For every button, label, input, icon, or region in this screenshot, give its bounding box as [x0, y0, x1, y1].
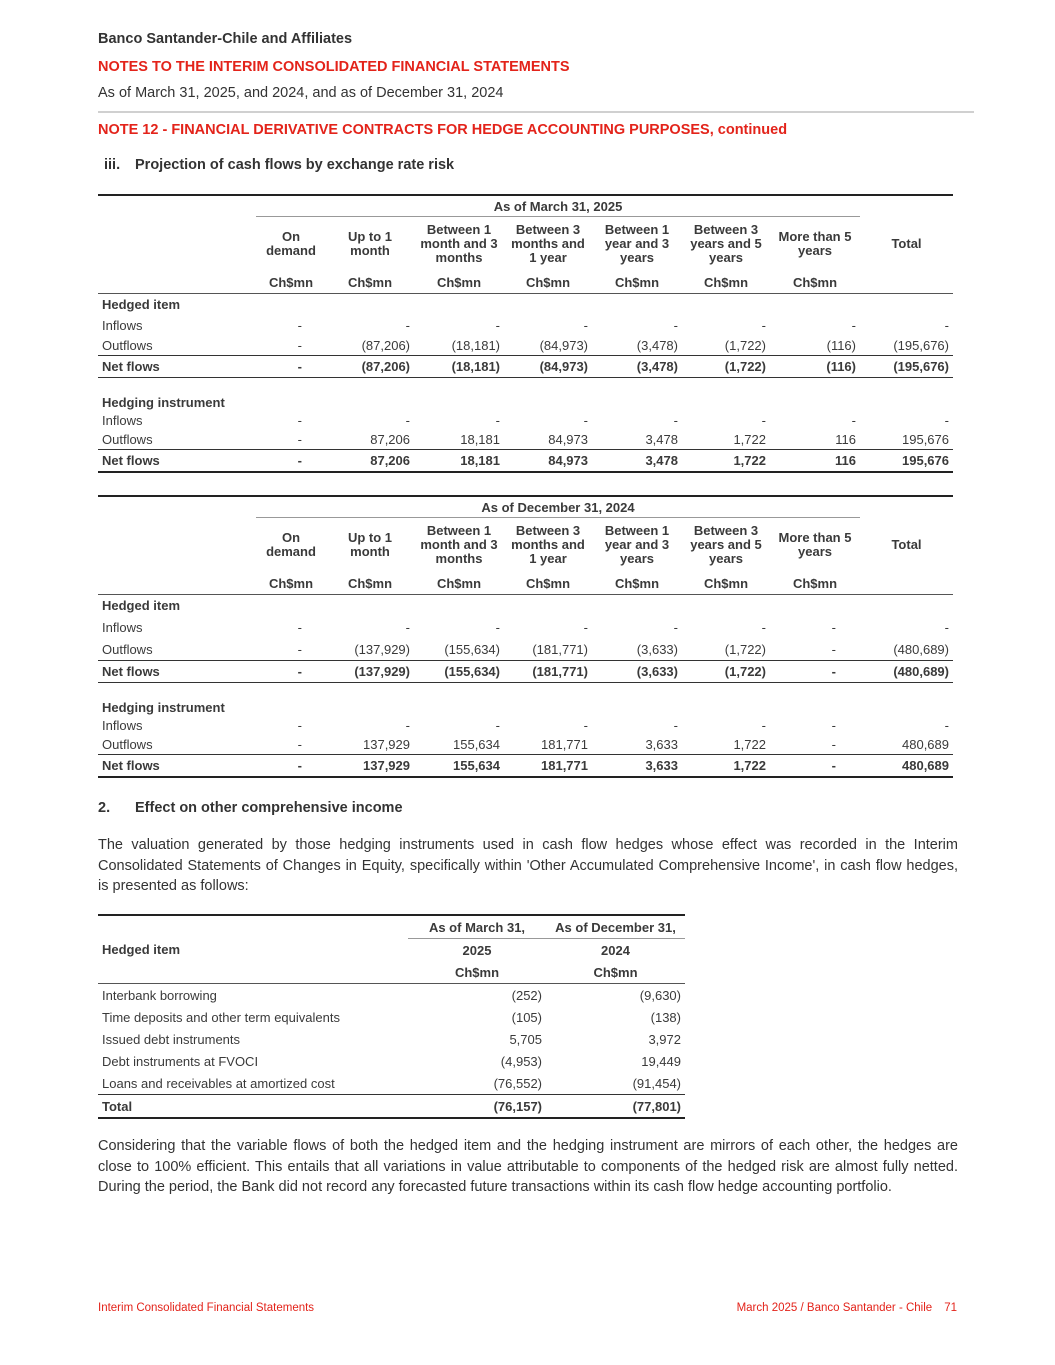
col-march-2025-year: 2025 [462, 942, 492, 958]
unit-label: Ch$mn [504, 271, 592, 294]
hedged-item-label: Hedged item [102, 297, 181, 313]
unit-label: Ch$mn [326, 271, 414, 294]
table-row: Debt instruments at FVOCI (4,953) 19,449 [102, 1053, 681, 1069]
net-flows-row: Net flows - (137,929) (155,634) (181,771) (3,633) (1,722) - (480,689) [98, 661, 953, 683]
unit-label: Ch$mn [454, 964, 500, 980]
unit-label: Ch$mn [682, 271, 770, 294]
footer-right-text: March 2025 / Banco Santander - Chile [736, 1302, 933, 1314]
footer-right [737, 1302, 957, 1314]
oci-table [98, 914, 685, 1119]
section-text: Effect on other comprehensive income [135, 800, 403, 816]
period-header: As of March 31, 2025 [256, 196, 860, 217]
col-3-5-years: Between 3 years and 5 years [690, 222, 762, 265]
col-1-3-months: Between 1 month and 3 months [420, 523, 498, 566]
hedged-item-header: Hedged item [102, 942, 181, 957]
section-2-title [98, 800, 403, 816]
unit-label: Ch$mn [592, 572, 682, 595]
col-on-demand: On demand [266, 229, 316, 258]
unit-label: Ch$mn [256, 572, 326, 595]
table-row: Inflows - - - - - - - - [102, 413, 949, 428]
table-row: Outflows - 137,929 155,634 181,771 3,633 1,722 - 480,689 [102, 736, 949, 752]
col-up-to-1-month: Up to 1 month [347, 229, 393, 258]
col-3-months-1-year: Between 3 months and 1 year [511, 222, 585, 265]
col-december-2024-period: As of December 31, [546, 916, 685, 939]
col-1-3-months: Between 1 month and 3 months [420, 222, 498, 265]
net-flows-row: Net flows - 137,929 155,634 181,771 3,633 1,722 - 480,689 [98, 755, 953, 777]
col-more-than-5-years: More than 5 years [778, 530, 852, 559]
table-row: Issued debt instruments 5,705 3,972 [102, 1031, 681, 1047]
col-3-5-years: Between 3 years and 5 years [690, 523, 762, 566]
unit-label: Ch$mn [326, 572, 414, 595]
table-row: Loans and receivables at amortized cost (76,552) (91,454) [102, 1075, 681, 1091]
paragraph-oci-intro: The valuation generated by those hedging instruments used in cash flow hedges whose effect was recorded in the Interim Consolidated Statements of Changes in Equity, specifically within 'Other Accumulated Comprehensive Income', in cash flow hedges, is presented as follows: [98, 837, 958, 894]
table-row: Inflows - - - - - - - - [102, 620, 949, 635]
col-1-3-years: Between 1 year and 3 years [604, 222, 670, 265]
header-divider [98, 111, 974, 113]
hedged-item-label: Hedged item [102, 598, 181, 614]
table-row: Interbank borrowing (252) (9,630) [98, 984, 685, 1007]
paragraph-efficiency: Considering that the variable flows of both the hedged item and the hedging instrument are mirrors of each other, the hedges are close to 100% efficient. This entails that all variations in value attributable to components of the hedged risk are almost fully netted. During the period, the Bank did not record any forecasted future transactions within its cash flow hedge accounting portfolio. [98, 1138, 958, 1195]
page-number: 71 [944, 1302, 957, 1314]
unit-label: Ch$mn [414, 271, 504, 294]
note-title: NOTE 12 - FINANCIAL DERIVATIVE CONTRACTS FOR HEDGE ACCOUNTING PURPOSES, continued [98, 122, 788, 138]
unit-label: Ch$mn [592, 271, 682, 294]
section-number: 2. [98, 800, 111, 816]
col-on-demand: On demand [266, 530, 316, 559]
table-row: Inflows - - - - - - - - [102, 318, 949, 333]
net-flows-row: Net flows - 87,206 18,181 84,973 3,478 1,722 116 195,676 [98, 450, 953, 472]
subsection-text: Projection of cash flows by exchange rate risk [135, 157, 455, 173]
notes-title: NOTES TO THE INTERIM CONSOLIDATED FINANCIAL STATEMENTS [98, 59, 570, 75]
total-row: Total (76,157) (77,801) [98, 1095, 685, 1119]
unit-label: Ch$mn [770, 271, 860, 294]
unit-label: Ch$mn [682, 572, 770, 595]
table-row: Time deposits and other term equivalents (105) (138) [102, 1009, 681, 1025]
col-1-3-years: Between 1 year and 3 years [604, 523, 670, 566]
cash-flow-table-march-2025 [98, 194, 953, 473]
col-december-2024-year: 2024 [601, 942, 630, 958]
period-header: As of December 31, 2024 [256, 497, 860, 518]
col-more-than-5-years: More than 5 years [778, 229, 852, 258]
unit-label: Ch$mn [414, 572, 504, 595]
hedging-instrument-label: Hedging instrument [102, 395, 225, 410]
hedging-instrument-label: Hedging instrument [102, 700, 225, 715]
table-row: Outflows - 87,206 18,181 84,973 3,478 1,722 116 195,676 [102, 431, 949, 447]
col-up-to-1-month: Up to 1 month [347, 530, 393, 559]
as-of-line: As of March 31, 2025, and 2024, and as of December 31, 2024 [98, 85, 504, 101]
subsection-number: iii. [104, 157, 121, 173]
col-total: Total [891, 536, 922, 552]
unit-label: Ch$mn [504, 572, 592, 595]
company-name: Banco Santander-Chile and Affiliates [98, 31, 353, 47]
unit-label: Ch$mn [770, 572, 860, 595]
subsection-title [104, 157, 454, 173]
col-march-2025-period: As of March 31, [408, 916, 546, 939]
net-flows-row: Net flows - (87,206) (18,181) (84,973) (3,478) (1,722) (116) (195,676) [98, 356, 953, 378]
col-total: Total [891, 235, 922, 251]
table-row: Outflows - (87,206) (18,181) (84,973) (3,478) (1,722) (116) (195,676) [102, 337, 949, 353]
table-row: Inflows - - - - - - - - [102, 718, 949, 733]
footer-left: Interim Consolidated Financial Statements [98, 1302, 315, 1314]
table-row: Outflows - (137,929) (155,634) (181,771) (3,633) (1,722) - (480,689) [102, 641, 949, 657]
unit-label: Ch$mn [593, 964, 638, 980]
col-3-months-1-year: Between 3 months and 1 year [511, 523, 585, 566]
cash-flow-table-december-2024 [98, 495, 953, 778]
unit-label: Ch$mn [256, 271, 326, 294]
